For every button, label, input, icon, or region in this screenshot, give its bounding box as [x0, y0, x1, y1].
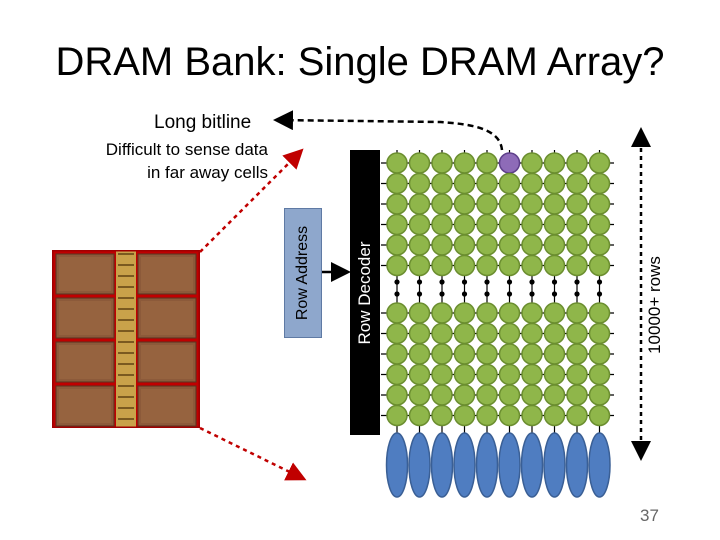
ellipsis-dot — [597, 279, 602, 284]
dram-cell — [545, 153, 565, 173]
dram-cell — [455, 174, 475, 194]
dram-cell — [477, 344, 497, 364]
ellipsis-dot — [507, 279, 512, 284]
dram-cell — [590, 215, 610, 235]
ellipsis-dot — [529, 291, 534, 296]
dram-cell — [455, 385, 475, 405]
dram-cell — [455, 324, 475, 344]
dram-cell — [500, 365, 520, 385]
dram-cell — [477, 303, 497, 323]
dram-cell — [387, 385, 407, 405]
dram-cell — [477, 324, 497, 344]
page-number: 37 — [640, 506, 659, 525]
dram-cell — [410, 174, 430, 194]
dram-cell — [500, 235, 520, 255]
ellipsis-dot — [417, 291, 422, 296]
ellipsis-dot — [552, 279, 557, 284]
row-decoder-label: Row Decoder — [355, 241, 374, 344]
dram-cell — [522, 194, 542, 214]
dram-cell — [432, 365, 452, 385]
sense-amplifier — [409, 433, 430, 497]
dram-cell — [567, 153, 587, 173]
dram-cell — [455, 194, 475, 214]
highlighted-cell — [500, 153, 520, 173]
dram-cell — [455, 303, 475, 323]
dram-cell — [387, 324, 407, 344]
dram-cell — [545, 406, 565, 426]
dram-cell — [500, 385, 520, 405]
dram-cell — [387, 153, 407, 173]
dram-cell — [522, 385, 542, 405]
ellipsis-dot — [439, 291, 444, 296]
dram-cell — [432, 235, 452, 255]
dram-cell — [590, 256, 610, 276]
dram-cell — [522, 215, 542, 235]
dram-cell — [387, 215, 407, 235]
dram-cell — [432, 324, 452, 344]
ellipsis-dot — [417, 279, 422, 284]
dram-cell — [567, 385, 587, 405]
dram-cell — [522, 365, 542, 385]
dram-cell — [432, 344, 452, 364]
dram-cell — [387, 256, 407, 276]
dram-cell — [455, 406, 475, 426]
ellipsis-dot — [439, 279, 444, 284]
dram-cell — [567, 406, 587, 426]
ellipsis-dot — [484, 279, 489, 284]
dram-cell — [477, 153, 497, 173]
dram-cell — [590, 194, 610, 214]
sense-amplifier — [454, 433, 475, 497]
dram-cell — [410, 215, 430, 235]
dram-cell — [500, 324, 520, 344]
dram-cell — [567, 194, 587, 214]
dram-cell — [387, 235, 407, 255]
rows-count-label: 10000+ rows — [645, 256, 664, 354]
sense-amplifier — [522, 433, 543, 497]
dram-cell — [410, 256, 430, 276]
dram-cell — [567, 344, 587, 364]
dram-cell — [500, 194, 520, 214]
dram-cell — [477, 365, 497, 385]
dram-cell — [410, 344, 430, 364]
sense-amplifier — [567, 433, 588, 497]
sense-note-line-2: in far away cells — [147, 163, 268, 182]
sense-amplifier — [544, 433, 565, 497]
long-bitline-label: Long bitline — [154, 112, 252, 133]
dram-cell — [545, 365, 565, 385]
ellipsis-dot — [552, 291, 557, 296]
dram-cell — [387, 344, 407, 364]
dram-cell — [590, 344, 610, 364]
dram-cell — [500, 406, 520, 426]
dram-cell — [590, 174, 610, 194]
dram-cell — [432, 215, 452, 235]
dram-cell — [432, 194, 452, 214]
dram-cell — [455, 235, 475, 255]
dram-cell — [432, 153, 452, 173]
dram-cell — [545, 174, 565, 194]
dram-cell — [387, 194, 407, 214]
dram-cell — [522, 303, 542, 323]
dram-cell — [387, 303, 407, 323]
dram-cell — [500, 344, 520, 364]
dram-cell — [432, 256, 452, 276]
ellipsis-dot — [529, 279, 534, 284]
ellipsis-dot — [574, 279, 579, 284]
dram-cell — [590, 406, 610, 426]
sense-amplifier — [589, 433, 610, 497]
ellipsis-dot — [484, 291, 489, 296]
dram-cell — [545, 235, 565, 255]
dram-cell — [432, 406, 452, 426]
dram-cell — [432, 303, 452, 323]
dram-cell — [522, 406, 542, 426]
dram-cell — [500, 256, 520, 276]
dram-cell — [500, 215, 520, 235]
dram-cell — [545, 385, 565, 405]
dram-cell — [387, 174, 407, 194]
dram-cell — [545, 256, 565, 276]
dram-cell — [477, 235, 497, 255]
ellipsis-dot — [597, 291, 602, 296]
sense-note-line-1: Difficult to sense data — [105, 140, 268, 159]
dram-cell — [567, 303, 587, 323]
dram-cell — [545, 194, 565, 214]
row-address-label: Row Address — [294, 225, 311, 321]
dram-cell — [410, 235, 430, 255]
dram-cell — [590, 324, 610, 344]
dram-cell — [590, 235, 610, 255]
dram-cell — [455, 365, 475, 385]
dram-cell — [590, 153, 610, 173]
ellipsis-dot — [574, 291, 579, 296]
sense-amplifier — [499, 433, 520, 497]
dram-cell — [477, 194, 497, 214]
dram-cell — [500, 303, 520, 323]
dram-cell — [455, 215, 475, 235]
dram-cell — [455, 256, 475, 276]
dram-cell — [545, 215, 565, 235]
ellipsis-dot — [507, 291, 512, 296]
dram-cell — [477, 256, 497, 276]
dram-cell — [522, 235, 542, 255]
dram-cell — [410, 194, 430, 214]
dram-cell — [522, 256, 542, 276]
dram-cell — [522, 153, 542, 173]
dram-cell — [522, 344, 542, 364]
dram-cell — [545, 324, 565, 344]
dram-cell — [477, 406, 497, 426]
dram-cell — [567, 235, 587, 255]
dram-cell — [590, 303, 610, 323]
dram-cell — [410, 303, 430, 323]
dram-cell — [387, 406, 407, 426]
dram-cell — [432, 174, 452, 194]
sense-amplifier — [477, 433, 498, 497]
rows-count — [640, 170, 670, 440]
dram-cell — [387, 365, 407, 385]
slide-title: DRAM Bank: Single DRAM Array? — [55, 40, 665, 84]
dram-cell — [410, 365, 430, 385]
dram-cell — [455, 344, 475, 364]
dram-cell — [432, 385, 452, 405]
ellipsis-dot — [394, 279, 399, 284]
dram-cell — [477, 174, 497, 194]
ellipsis-dot — [462, 291, 467, 296]
dram-cell — [500, 174, 520, 194]
dram-cell — [567, 256, 587, 276]
dram-cell — [590, 385, 610, 405]
ellipsis-dot — [394, 291, 399, 296]
dram-cell — [590, 365, 610, 385]
dram-cell — [545, 344, 565, 364]
dram-cell — [410, 385, 430, 405]
dram-cell — [567, 174, 587, 194]
dram-cell — [477, 385, 497, 405]
ellipsis-dot — [462, 279, 467, 284]
sense-amplifier — [432, 433, 453, 497]
dram-cell — [410, 153, 430, 173]
sense-amplifier — [387, 433, 408, 497]
dram-cell — [477, 215, 497, 235]
dram-cell — [567, 365, 587, 385]
dram-cell — [410, 324, 430, 344]
dram-cell — [410, 406, 430, 426]
dram-cell — [567, 215, 587, 235]
dram-cell — [545, 303, 565, 323]
dram-cell — [567, 324, 587, 344]
dram-cell — [522, 324, 542, 344]
dram-cell — [522, 174, 542, 194]
dram-cell — [455, 153, 475, 173]
